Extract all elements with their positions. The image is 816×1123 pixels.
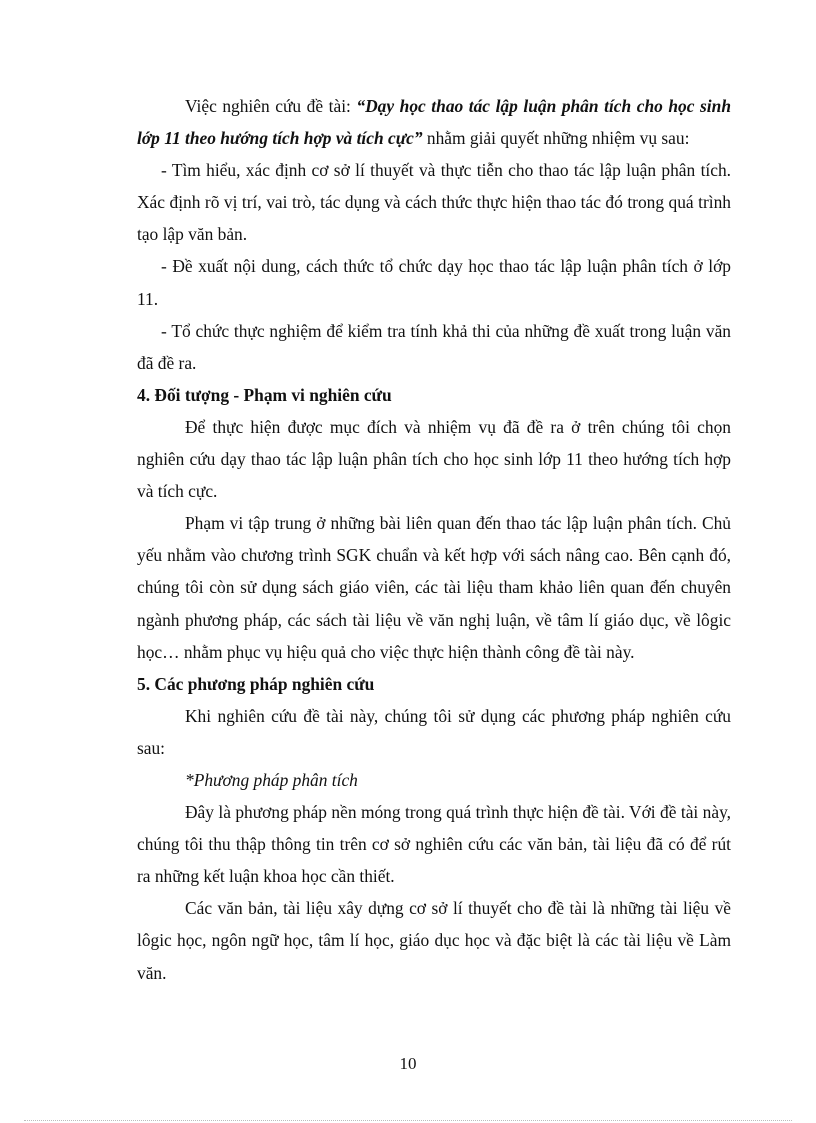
section-4-heading: 4. Đối tượng - Phạm vi nghiên cứu (137, 384, 392, 405)
method-title: *Phương pháp phân tích (185, 769, 358, 790)
section-5-intro: Khi nghiên cứu đề tài này, chúng tôi sử dụng các phương pháp nghiên cứu sau: (137, 705, 731, 758)
task-item-2: - Đề xuất nội dung, cách thức tổ chức dạy học thao tác lập luận phân tích ở lớp 11. (137, 256, 731, 309)
section-4-paragraph-1: Để thực hiện được mục đích và nhiệm vụ đã đề ra ở trên chúng tôi chọn nghiên cứu dạy thao tác lập luận phân tích cho học sinh lớp 11 theo hướng tích hợp và tích cực. (137, 416, 731, 502)
intro-lead: Việc nghiên cứu đề tài: (185, 96, 357, 116)
section-4-paragraph-2: Phạm vi tập trung ở những bài liên quan đến thao tác lập luận phân tích. Chủ yếu nhằm vào chương trình SGK chuẩn và kết hợp với sách nâng cao. Bên cạnh đó, chúng tôi còn sử dụng sách giáo viên, các tài liệu tham khảo liên quan đến chuyên ngành phương pháp, các sách tài liệu về văn nghị luận, về tâm lí giáo dục, về lôgic học… nhằm phục vụ hiệu quả cho việc thực hiện thành công đề tài này. (137, 513, 731, 662)
intro-paragraph (137, 90, 731, 154)
task-item-3: - Tổ chức thực nghiệm để kiểm tra tính khả thi của những đề xuất trong luận văn đã đề ra. (137, 320, 731, 373)
page-number: 10 (399, 1054, 417, 1073)
intro-tail: nhằm giải quyết những nhiệm vụ sau: (422, 128, 690, 149)
page-bottom-divider (24, 1120, 792, 1121)
task-item-1: - Tìm hiểu, xác định cơ sở lí thuyết và thực tiễn cho thao tác lập luận phân tích. Xác định rõ vị trí, vai trò, tác dụng và cách thức thực hiện thao tác đó trong quá trình tạo lập văn bản. (137, 160, 731, 245)
page-body (137, 90, 731, 989)
section-5-paragraph-1: Đây là phương pháp nền móng trong quá trình thực hiện đề tài. Với đề tài này, chúng tôi thu thập thông tin trên cơ sở nghiên cứu các văn bản, tài liệu đã có để rút ra những kết luận khoa học cần thiết. (137, 802, 731, 887)
section-5-paragraph-2: Các văn bản, tài liệu xây dựng cơ sở lí thuyết cho đề tài là những tài liệu về lôgic học, ngôn ngữ học, tâm lí học, giáo dục học và đặc biệt là các tài liệu về Làm văn. (137, 898, 731, 983)
thesis-title: “Dạy học thao tác lập luận phân tích cho học sinh lớp 11 theo hướng tích hợp và tích cực” (137, 96, 731, 149)
section-5-heading: 5. Các phương pháp nghiên cứu (137, 673, 375, 694)
